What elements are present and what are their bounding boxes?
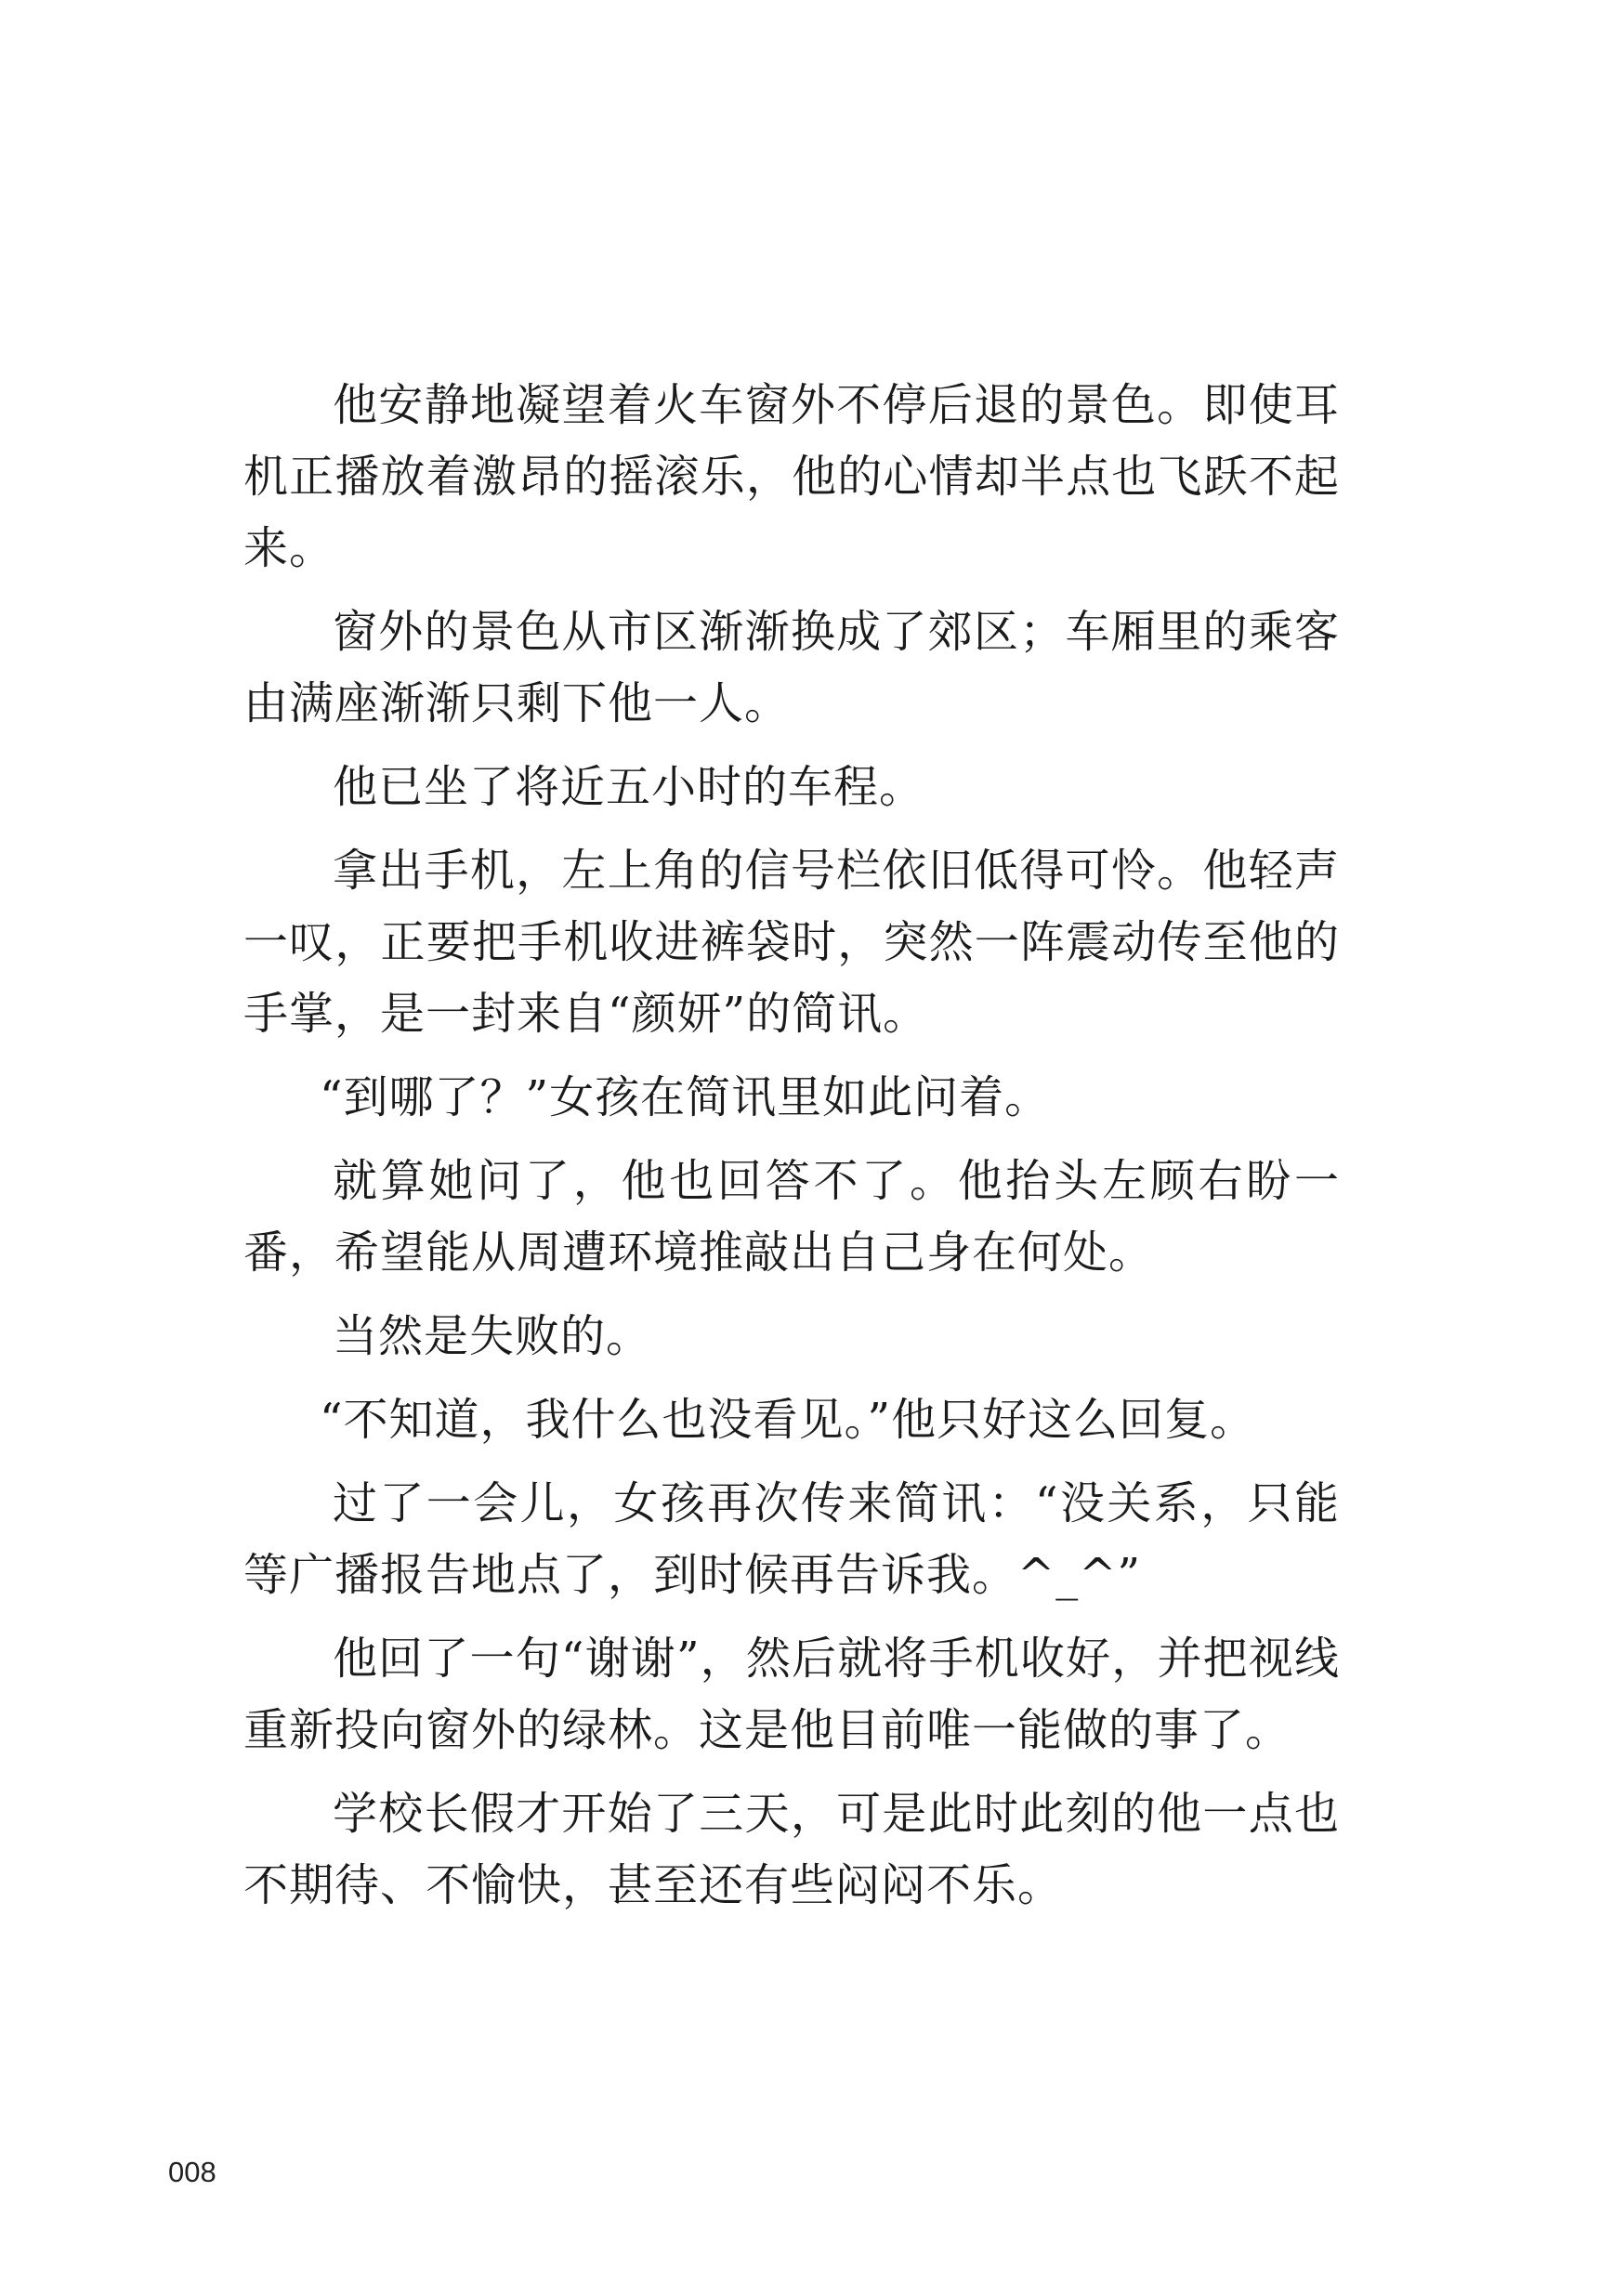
paragraph-9: 过了一会儿，女孩再次传来简讯：“没关系，只能等广播报告地点了，到时候再告诉我。^_^”: [243, 1477, 1340, 1601]
paragraph-4: 拿出手机，左上角的信号栏依旧低得可怜。他轻声一叹，正要把手机收进裤袋时，突然一阵震动传至他的手掌，是一封来自“颜妍”的简讯。: [243, 845, 1340, 1040]
paragraph-2: 窗外的景色从市区渐渐换成了郊区；车厢里的乘客由满座渐渐只剩下他一人。: [243, 606, 1340, 729]
paragraph-6: 就算她问了，他也回答不了。他抬头左顾右盼一番，希望能从周遭环境推敲出自己身在何处。: [243, 1155, 1340, 1279]
paragraph-10: 他回了一句“谢谢”，然后就将手机收好，并把视线重新投向窗外的绿林。这是他目前唯一能做的事了。: [243, 1633, 1340, 1756]
paragraph-1: 他安静地凝望着火车窗外不停后退的景色。即使耳机正播放着激昂的摇滚乐，他的心情却半点也飞跃不起来。: [243, 379, 1340, 574]
paragraph-7: 当然是失败的。: [333, 1310, 652, 1362]
page-body: [243, 370, 1340, 1934]
paragraph-5: “到哪了？”女孩在简讯里如此问着。: [320, 1071, 1051, 1123]
paragraph-3: 他已坐了将近五小时的车程。: [333, 761, 925, 813]
paragraph-11: 学校长假才开始了三天，可是此时此刻的他一点也不期待、不愉快，甚至还有些闷闷不乐。: [243, 1788, 1340, 1911]
paragraph-8: “不知道，我什么也没看见。”他只好这么回复。: [320, 1394, 1256, 1446]
page-number: 008: [168, 2156, 216, 2188]
